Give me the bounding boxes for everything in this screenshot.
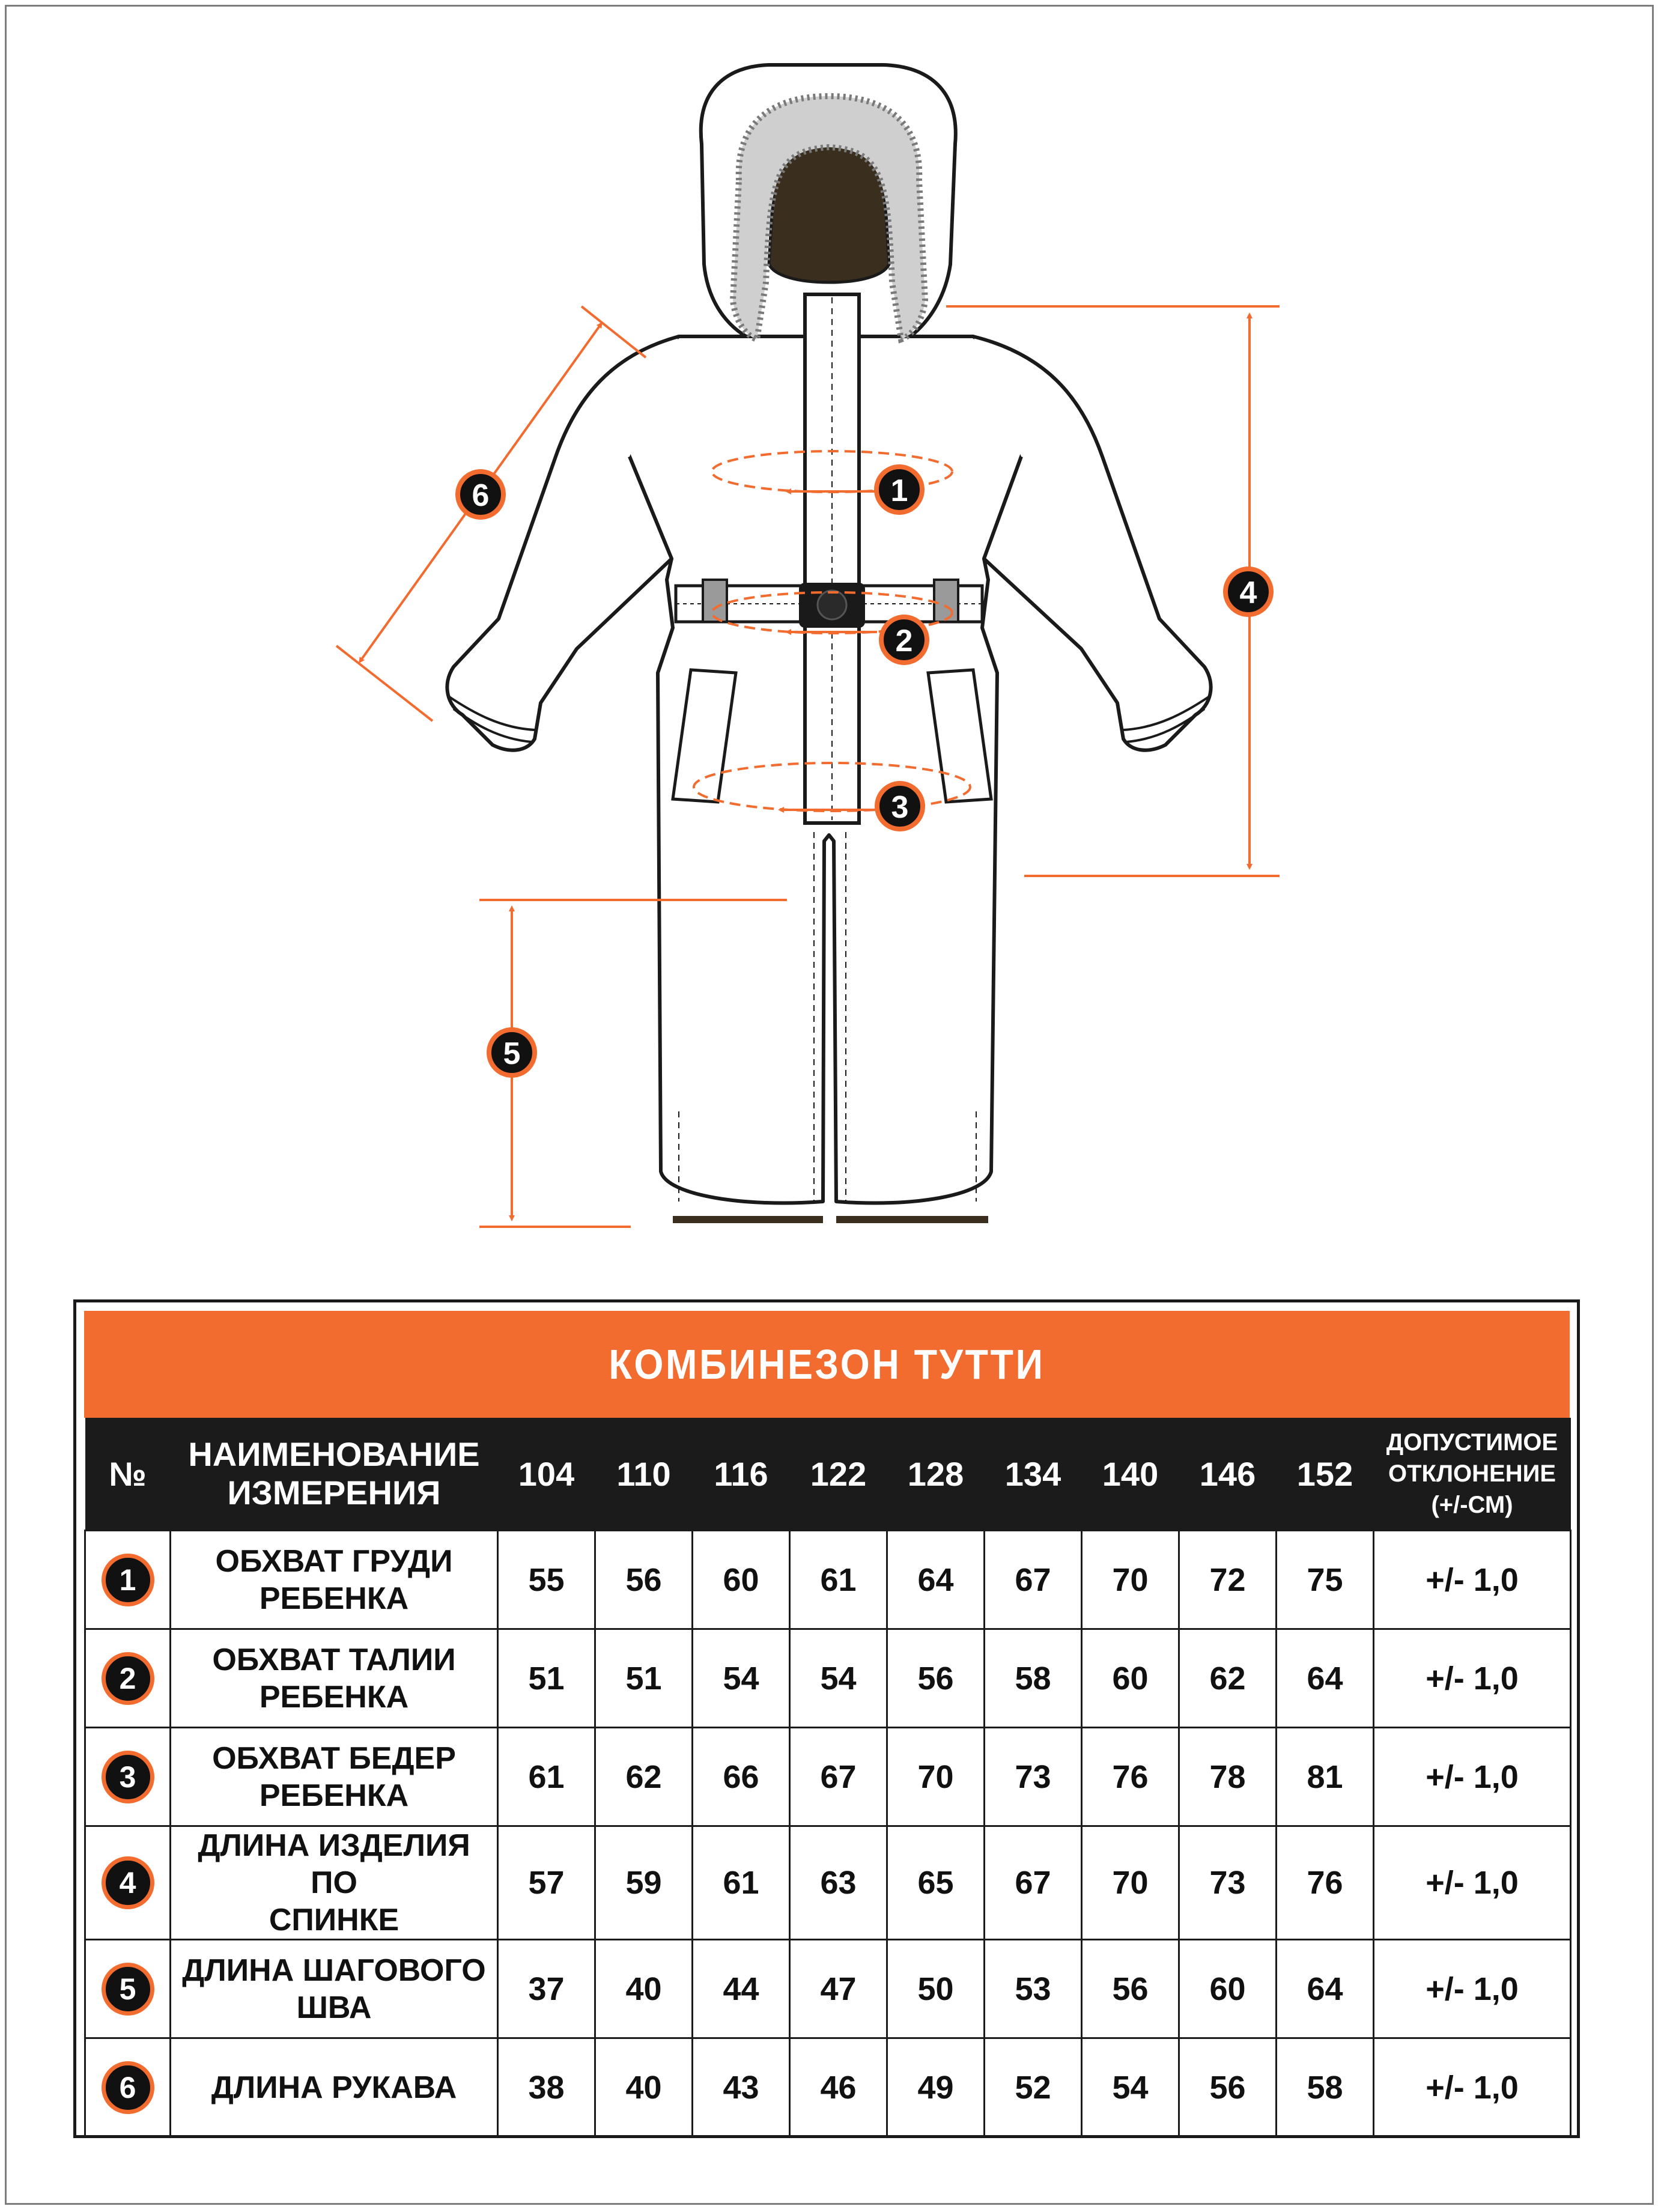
table-title: КОМБИНЕЗОН ТУТТИ bbox=[84, 1311, 1570, 1418]
size-value-cell: 58 bbox=[985, 1629, 1082, 1728]
size-value-cell: 40 bbox=[595, 2038, 693, 2137]
size-value-cell: 40 bbox=[595, 1940, 693, 2038]
row-number-cell bbox=[85, 1531, 171, 1629]
row-number-badge: 2 bbox=[102, 1652, 154, 1705]
marker-2 bbox=[881, 617, 927, 663]
deviation-cell: +/- 1,0 bbox=[1374, 1629, 1571, 1728]
deviation-cell: +/- 1,0 bbox=[1374, 2038, 1571, 2137]
size-value-cell: 65 bbox=[887, 1826, 985, 1940]
size-value-cell: 81 bbox=[1277, 1728, 1374, 1826]
size-value-cell: 61 bbox=[693, 1826, 790, 1940]
measurement-name-cell: ДЛИНА РУКАВА bbox=[171, 2038, 498, 2137]
size-value-cell: 60 bbox=[1179, 1940, 1277, 2038]
size-value-cell: 60 bbox=[1082, 1629, 1179, 1728]
table-row bbox=[85, 1728, 1571, 1826]
measurement-name-cell: ОБХВАТ ГРУДИ РЕБЕНКА bbox=[171, 1531, 498, 1629]
header-size: 134 bbox=[985, 1418, 1082, 1531]
size-value-cell: 70 bbox=[1082, 1531, 1179, 1629]
header-deviation: ДОПУСТИМОЕ ОТКЛОНЕНИЕ (+/-СМ) bbox=[1374, 1418, 1571, 1531]
size-value-cell: 53 bbox=[985, 1940, 1082, 2038]
header-size: 104 bbox=[498, 1418, 595, 1531]
size-value-cell: 50 bbox=[887, 1940, 985, 2038]
row-number-badge: 5 bbox=[102, 1963, 154, 2016]
svg-text:6: 6 bbox=[472, 478, 490, 513]
header-size: 146 bbox=[1179, 1418, 1277, 1531]
measurement-name-cell: ДЛИНА ШАГОВОГО ШВА bbox=[171, 1940, 498, 2038]
size-table bbox=[84, 1418, 1571, 2138]
table-row bbox=[85, 1940, 1571, 2038]
row-number-badge: 6 bbox=[102, 2061, 154, 2114]
size-value-cell: 58 bbox=[1277, 2038, 1374, 2137]
deviation-cell: +/- 1,0 bbox=[1374, 1531, 1571, 1629]
size-value-cell: 75 bbox=[1277, 1531, 1374, 1629]
size-value-cell: 46 bbox=[790, 2038, 887, 2137]
size-value-cell: 37 bbox=[498, 1940, 595, 2038]
header-size: 140 bbox=[1082, 1418, 1179, 1531]
table-row bbox=[85, 1629, 1571, 1728]
size-value-cell: 61 bbox=[498, 1728, 595, 1826]
size-value-cell: 44 bbox=[693, 1940, 790, 2038]
size-value-cell: 73 bbox=[985, 1728, 1082, 1826]
row-number-cell bbox=[85, 2038, 171, 2137]
row-number-badge: 4 bbox=[102, 1856, 154, 1909]
header-name: НАИМЕНОВАНИЕ ИЗМЕРЕНИЯ bbox=[171, 1418, 498, 1531]
row-number-badge: 3 bbox=[102, 1751, 154, 1803]
header-size: 122 bbox=[790, 1418, 887, 1531]
marker-4 bbox=[1225, 569, 1271, 615]
size-value-cell: 54 bbox=[790, 1629, 887, 1728]
size-value-cell: 64 bbox=[1277, 1629, 1374, 1728]
size-value-cell: 64 bbox=[887, 1531, 985, 1629]
size-value-cell: 43 bbox=[693, 2038, 790, 2137]
size-value-cell: 56 bbox=[887, 1629, 985, 1728]
marker-3 bbox=[877, 783, 923, 829]
size-value-cell: 38 bbox=[498, 2038, 595, 2137]
size-value-cell: 51 bbox=[498, 1629, 595, 1728]
size-value-cell: 60 bbox=[693, 1531, 790, 1629]
table-row bbox=[85, 1531, 1571, 1629]
header-size: 128 bbox=[887, 1418, 985, 1531]
size-value-cell: 76 bbox=[1277, 1826, 1374, 1940]
measurement-name-cell: ОБХВАТ ТАЛИИ РЕБЕНКА bbox=[171, 1629, 498, 1728]
marker-6 bbox=[458, 472, 503, 517]
row-number-cell bbox=[85, 1629, 171, 1728]
marker-1 bbox=[876, 467, 922, 512]
size-value-cell: 55 bbox=[498, 1531, 595, 1629]
header-size: 152 bbox=[1277, 1418, 1374, 1531]
size-value-cell: 49 bbox=[887, 2038, 985, 2137]
row-number-cell bbox=[85, 1728, 171, 1826]
svg-text:4: 4 bbox=[1239, 576, 1257, 610]
size-value-cell: 70 bbox=[1082, 1826, 1179, 1940]
table-row bbox=[85, 2038, 1571, 2137]
deviation-cell: +/- 1,0 bbox=[1374, 1728, 1571, 1826]
header-num: № bbox=[85, 1418, 171, 1531]
svg-text:1: 1 bbox=[890, 473, 908, 508]
size-value-cell: 56 bbox=[595, 1531, 693, 1629]
size-value-cell: 67 bbox=[985, 1531, 1082, 1629]
size-value-cell: 62 bbox=[595, 1728, 693, 1826]
size-value-cell: 56 bbox=[1082, 1940, 1179, 2038]
size-value-cell: 78 bbox=[1179, 1728, 1277, 1826]
row-number-cell bbox=[85, 1826, 171, 1940]
measurement-name-cell: ДЛИНА ИЗДЕЛИЯ ПО СПИНКЕ bbox=[171, 1826, 498, 1940]
size-value-cell: 62 bbox=[1179, 1629, 1277, 1728]
row-number-cell bbox=[85, 1940, 171, 2038]
svg-text:2: 2 bbox=[895, 624, 913, 658]
size-value-cell: 47 bbox=[790, 1940, 887, 2038]
svg-text:5: 5 bbox=[503, 1036, 521, 1071]
table-header-row bbox=[85, 1418, 1571, 1531]
size-value-cell: 52 bbox=[985, 2038, 1082, 2137]
svg-text:3: 3 bbox=[891, 790, 909, 825]
size-value-cell: 64 bbox=[1277, 1940, 1374, 2038]
size-value-cell: 70 bbox=[887, 1728, 985, 1826]
size-value-cell: 67 bbox=[985, 1826, 1082, 1940]
size-value-cell: 57 bbox=[498, 1826, 595, 1940]
marker-5 bbox=[489, 1030, 535, 1075]
row-number-badge: 1 bbox=[102, 1554, 154, 1606]
size-value-cell: 76 bbox=[1082, 1728, 1179, 1826]
deviation-cell: +/- 1,0 bbox=[1374, 1826, 1571, 1940]
size-value-cell: 59 bbox=[595, 1826, 693, 1940]
size-value-cell: 54 bbox=[693, 1629, 790, 1728]
measurement-name-cell: ОБХВАТ БЕДЕР РЕБЕНКА bbox=[171, 1728, 498, 1826]
header-size: 110 bbox=[595, 1418, 693, 1531]
size-value-cell: 67 bbox=[790, 1728, 887, 1826]
table-row bbox=[85, 1826, 1571, 1940]
size-value-cell: 72 bbox=[1179, 1531, 1277, 1629]
size-value-cell: 73 bbox=[1179, 1826, 1277, 1940]
size-value-cell: 56 bbox=[1179, 2038, 1277, 2137]
size-value-cell: 61 bbox=[790, 1531, 887, 1629]
deviation-cell: +/- 1,0 bbox=[1374, 1940, 1571, 2038]
size-value-cell: 54 bbox=[1082, 2038, 1179, 2137]
size-value-cell: 63 bbox=[790, 1826, 887, 1940]
size-value-cell: 66 bbox=[693, 1728, 790, 1826]
header-size: 116 bbox=[693, 1418, 790, 1531]
size-value-cell: 51 bbox=[595, 1629, 693, 1728]
